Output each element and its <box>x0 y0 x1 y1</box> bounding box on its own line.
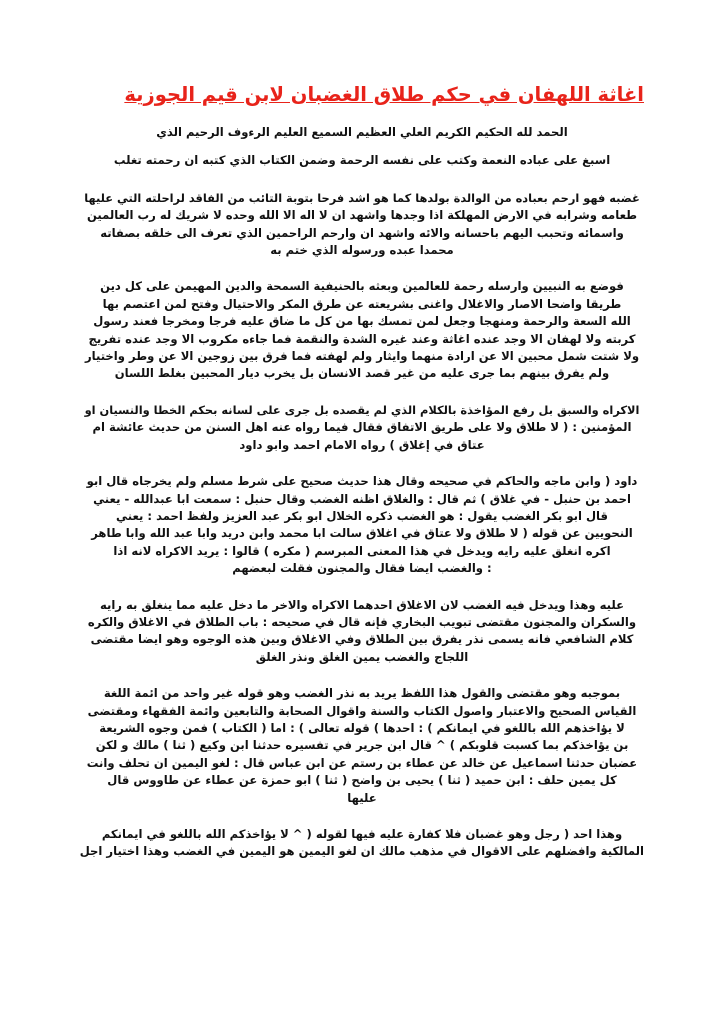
text-line: كربته ولا لهفان الا وجد عنده اغاثة وعند غيره الشدة والنقمة فما جاءه مكروب الا وجد عنده تفريج <box>88 331 636 346</box>
text-line: ولم يفرق بينهم بما جرى عليه من غير قصد الانسان بل يخرب ديار المحبين بغلط اللسان <box>114 366 610 381</box>
paragraph-6 <box>80 473 644 577</box>
text-line: غضبه فهو ارحم بعباده من الوالدة بولدها كما هو اشد فرحا بتوبة التائب من الفاقد لراحلته التي عليها <box>84 190 640 205</box>
text-line: فوضع به النبيين وارسله رحمة للعالمين وبعثه بالحنيفية السمحة والدين المهيمن على كل دين <box>100 279 624 294</box>
paragraph-2 <box>80 152 644 169</box>
text-line: الاكراه والسبق بل رفع المؤاخذة بالكلام الذي لم يقصده بل جرى على لسانه بحكم الخطا والنسيان او <box>84 402 640 417</box>
paragraph-5 <box>80 402 644 454</box>
text-line: اللجاج والغضب يمين الغلق ونذر الغلق <box>255 649 469 664</box>
text-line: الحمد لله الحكيم الكريم العلي العظيم السميع العليم الرءوف الرحيم الذي <box>156 125 568 139</box>
text-line: الله السعة والرحمة ومنهجا وجعل لمن تمسك بها من كل ما ضاق عليه فرجا ومخرجا فعند رسول <box>93 314 631 329</box>
text-line: محمدا عبده ورسوله الذي ختم به <box>270 243 454 258</box>
document-title: اغاثة اللهفان في حكم طلاق الغضبان لابن قيم الجوزية <box>124 83 644 106</box>
paragraph-1 <box>80 124 644 141</box>
text-line: القياس الصحيح والاعتبار واصول الكتاب والسنة واقوال الصحابة والتابعين وائمة الفقهاء ومقتضى <box>87 703 637 718</box>
text-line: داود ( وابن ماجه والحاكم في صحيحه وقال هذا حديث صحيح على شرط مسلم ولم يخرجاه قال ابو <box>86 474 638 489</box>
text-line: واسمائه وتحبب اليهم باحسانه والائه واشهد ان وارحم الراحمين الذي تعرف الى خلقه بصفاته <box>100 225 624 240</box>
text-line: اسبغ على عباده النعمة وكتب على نفسه الرحمة وضمن الكتاب الذي كتبه ان رحمته تغلب <box>113 153 611 168</box>
text-line: احمد بن حنبل - في غلاق ) ثم قال : والغلاق اظنه الغضب وقال حنبل : سمعت ابا عبدالله - يعني <box>93 491 631 506</box>
text-line: عليه وهذا ويدخل فيه الغضب لان الاغلاق احدهما الاكراه والاخر ما دخل عليه مما ينغلق به رايه <box>99 597 625 612</box>
text-line: كل يمين حلف : ابن حميد ( ثنا ) يحيى بن واضح ( ثنا ) ابو حمزة عن عطاء عن طاووس قال <box>107 773 617 788</box>
text-line: عتاق في إغلاق ) رواه الامام احمد وابو داود <box>239 437 485 452</box>
text-line: قال ابو بكر الغضب يقول : هو الغضب ذكره الخلال ابو بكر عبد العزيز ولفظ احمد : يعني <box>116 508 608 523</box>
text-line: والسكران والمجنون مقتضى تبويب البخاري فإنه قال في صحيحه : باب الطلاق في الاغلاق والكره <box>87 614 637 629</box>
text-line: المالكية وافضلهم على الاقوال في مذهب مالك ان لغو اليمين هو اليمين في الغضب وهذا اختيار اجل <box>79 844 644 859</box>
text-line: : والغضب ايضا فقال والمجنون فقلت لبعضهم <box>232 561 492 576</box>
paragraph-4 <box>80 278 644 382</box>
text-line: النحويين عن قوله ( لا طلاق ولا عتاق في اغلاق سالت ابا محمد وابن دريد وابا عبد الله وابا طاهر <box>91 526 633 541</box>
paragraph-9 <box>80 826 644 861</box>
text-line: اكره انغلق عليه رايه ويدخل في هذا المعنى المبرسم ( مكره ) قالوا : يريد الاكراه لانه اذا <box>113 543 611 558</box>
text-line: بموجبه وهو مقتضى والقول هذا اللفظ يريد به نذر الغضب وهو قوله غير واحد من ائمة اللغة <box>103 686 621 701</box>
paragraph-7 <box>80 597 644 667</box>
text-line: لا يؤاخذهم الله باللغو في ايمانكم ) : احدها ) قوله تعالى ) : اما ( الكتاب ) فمن وجوه الشريعة <box>99 720 625 735</box>
text-line: عليها <box>347 790 377 805</box>
text-line: طعامه وشرابه في الارض المهلكة اذا وجدها واشهد ان لا اله الا الله وحده لا شريك له رب العالمين <box>86 208 638 223</box>
text-line: طريقا واضحا الاصار والاغلال واغنى بشريعته عن طرق المكر والاحتيال وفتح لمن اعتصم بها <box>102 296 622 311</box>
paragraph-8 <box>80 685 644 807</box>
text-line: ولا شتت شمل محبين الا عن ارادة منهما وايثار ولم لهفته فما فرق بين زوجين الا عن وطر واختيار <box>84 349 640 364</box>
text-line: كلام الشافعي فانه يسمى نذر يفرق بين الطلاق وفي الاغلاق وبين هذه الوجوه وهو ايضا مقتضى <box>90 632 634 647</box>
text-line: عضبان حدثنا اسماعيل عن خالد عن عطاء بن رستم عن ابن عباس قال : لغو اليمين ان تحلف وانت <box>86 755 638 770</box>
paragraph-3 <box>80 190 644 260</box>
text-line: وهذا احد ( رجل وهو غضبان فلا كفارة عليه فيها لقوله ( ^ لا يؤاخذكم الله باللغو في ايمانكم <box>101 827 623 841</box>
text-line: المؤمنين : ( لا طلاق ولا على طريق الاتفاق فقال فيما رواه عنه اهل السنن من حديث عائشة ام <box>92 420 632 435</box>
text-line: بن يؤاخذكم بما كسبت قلوبكم ) ^ قال ابن جرير في تفسيره حدثنا ابن وكيع ( ثنا ) مالك و لكن <box>95 738 629 753</box>
